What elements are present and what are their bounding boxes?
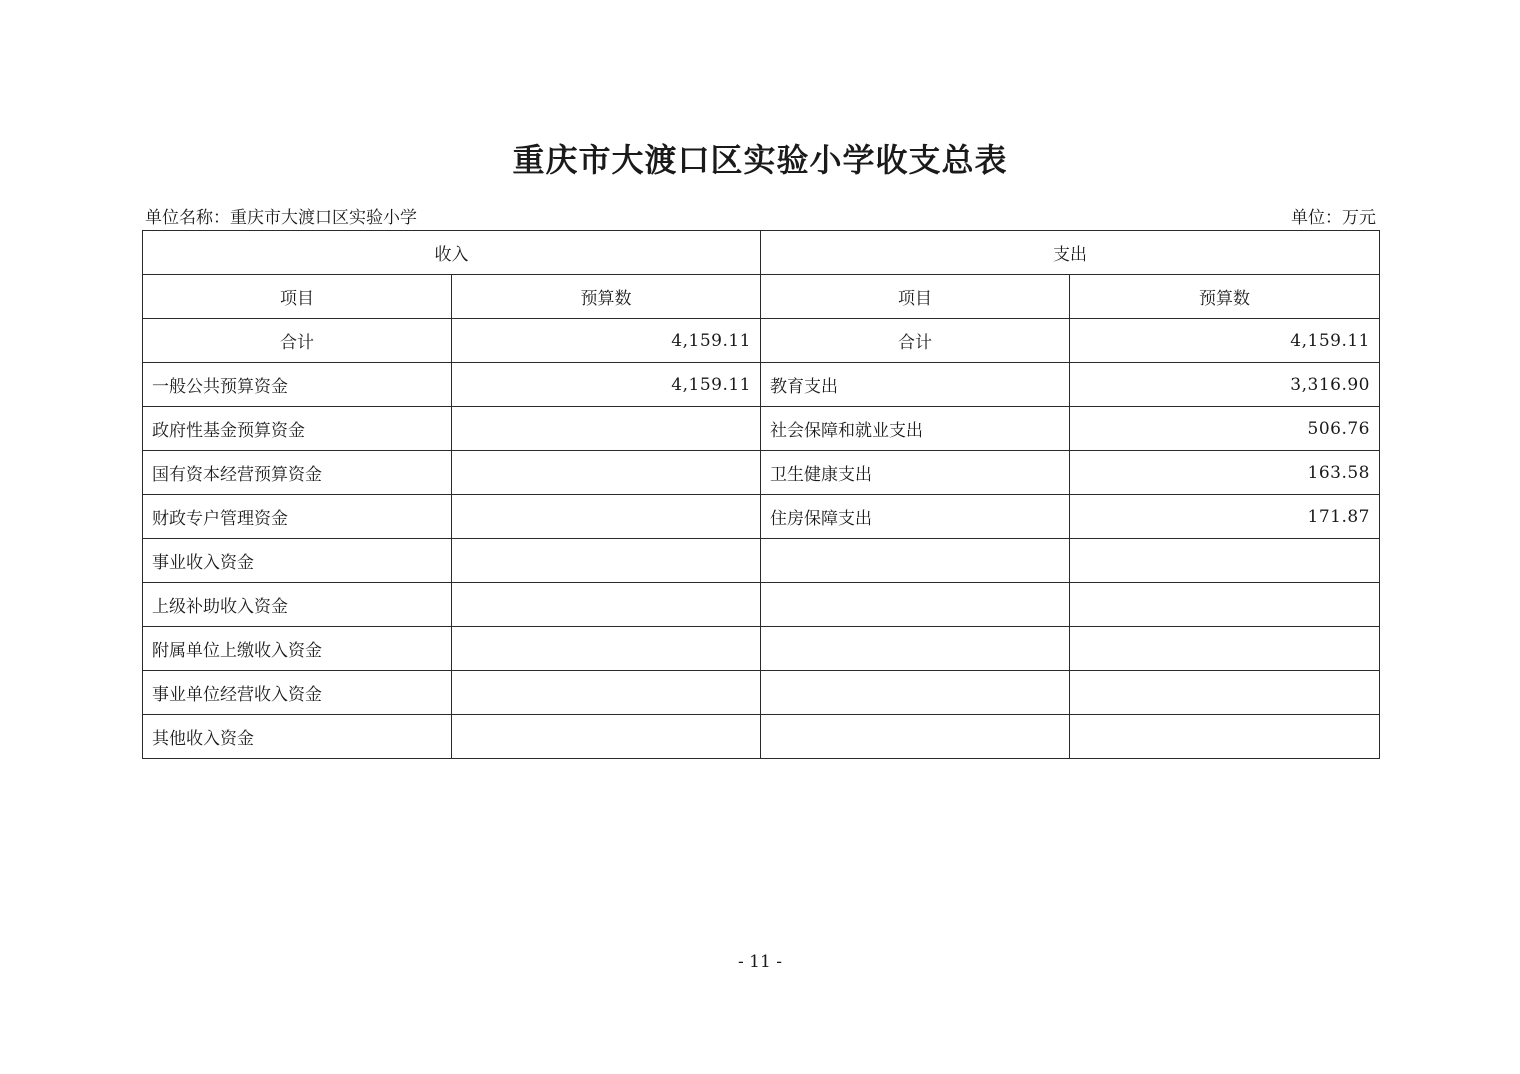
- income-item-column-header: 项目: [143, 275, 452, 319]
- page-title: 重庆市大渡口区实验小学收支总表: [512, 141, 1008, 179]
- income-item-cell: 事业收入资金: [143, 539, 452, 583]
- income-value-cell: [452, 715, 761, 759]
- income-section-header: 收入: [143, 231, 761, 275]
- currency-unit-label: 单位：万元: [1291, 208, 1376, 228]
- expense-value-cell: [1070, 715, 1380, 759]
- income-item-cell: 财政专户管理资金: [143, 495, 452, 539]
- expense-value-cell: [1070, 671, 1380, 715]
- expense-value-cell: 506.76: [1070, 407, 1380, 451]
- expense-value-cell: 4,159.11: [1070, 319, 1380, 363]
- income-item-cell: 其他收入资金: [143, 715, 452, 759]
- expense-item-cell: 住房保障支出: [761, 495, 1070, 539]
- column-header-row: [143, 275, 1380, 319]
- income-item-cell: 一般公共预算资金: [143, 363, 452, 407]
- income-item-cell: 政府性基金预算资金: [143, 407, 452, 451]
- expense-item-cell: [761, 715, 1070, 759]
- table-row: [143, 407, 1380, 451]
- income-item-cell: 国有资本经营预算资金: [143, 451, 452, 495]
- expense-value-cell: 3,316.90: [1070, 363, 1380, 407]
- income-value-cell: [452, 583, 761, 627]
- income-value-cell: [452, 671, 761, 715]
- expense-item-cell: [761, 671, 1070, 715]
- expense-item-cell: [761, 539, 1070, 583]
- income-item-cell: 上级补助收入资金: [143, 583, 452, 627]
- expense-item-cell: 社会保障和就业支出: [761, 407, 1070, 451]
- table-row-total: [143, 319, 1380, 363]
- table-row: [143, 671, 1380, 715]
- table-row: [143, 627, 1380, 671]
- table-row: [143, 495, 1380, 539]
- table-meta: [145, 206, 1378, 230]
- expense-value-cell: [1070, 583, 1380, 627]
- page-number: - 11 -: [738, 952, 782, 972]
- unit-name-label: 单位名称：重庆市大渡口区实验小学: [145, 208, 417, 228]
- expense-section-header: 支出: [761, 231, 1380, 275]
- income-value-cell: [452, 495, 761, 539]
- income-item-cell: 合计: [143, 319, 452, 363]
- table-row: [143, 539, 1380, 583]
- income-value-cell: 4,159.11: [452, 363, 761, 407]
- table-row: [143, 715, 1380, 759]
- table-row: [143, 583, 1380, 627]
- income-item-cell: 事业单位经营收入资金: [143, 671, 452, 715]
- expense-item-column-header: 项目: [761, 275, 1070, 319]
- expense-value-cell: 163.58: [1070, 451, 1380, 495]
- section-header-row: [143, 231, 1380, 275]
- expense-value-cell: 171.87: [1070, 495, 1380, 539]
- expense-item-cell: 卫生健康支出: [761, 451, 1070, 495]
- income-item-cell: 附属单位上缴收入资金: [143, 627, 452, 671]
- income-budget-column-header: 预算数: [452, 275, 761, 319]
- table-row: [143, 451, 1380, 495]
- expense-item-cell: 合计: [761, 319, 1070, 363]
- expense-item-cell: 教育支出: [761, 363, 1070, 407]
- table-row: [143, 363, 1380, 407]
- expense-value-cell: [1070, 627, 1380, 671]
- income-value-cell: [452, 627, 761, 671]
- income-expense-table: [142, 230, 1380, 759]
- expense-item-cell: [761, 627, 1070, 671]
- income-value-cell: 4,159.11: [452, 319, 761, 363]
- income-value-cell: [452, 539, 761, 583]
- expense-item-cell: [761, 583, 1070, 627]
- expense-budget-column-header: 预算数: [1070, 275, 1380, 319]
- income-value-cell: [452, 407, 761, 451]
- income-value-cell: [452, 451, 761, 495]
- expense-value-cell: [1070, 539, 1380, 583]
